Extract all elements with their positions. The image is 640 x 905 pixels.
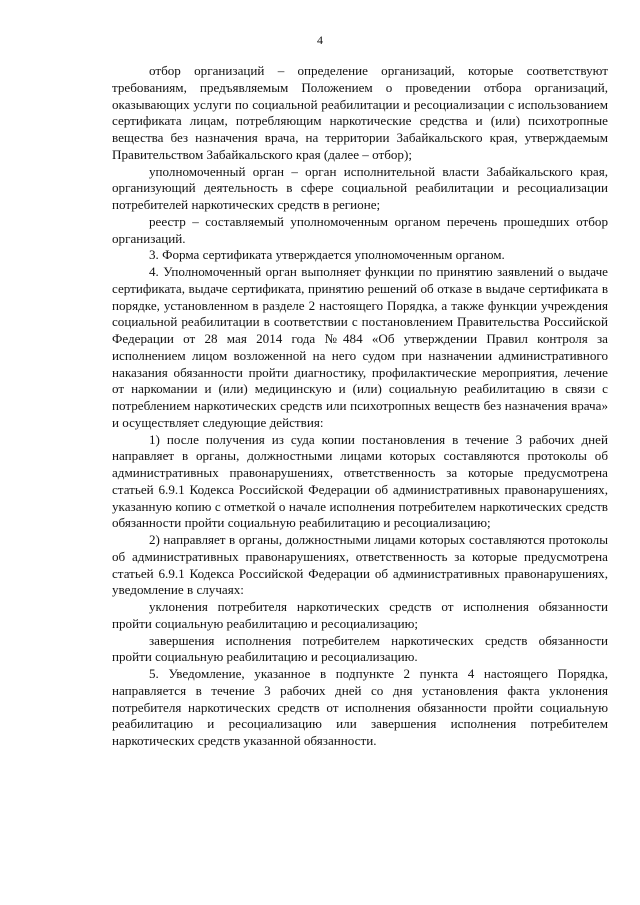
paragraph-item-3: 3. Форма сертификата утверждается уполномоченным органом.: [149, 247, 505, 263]
page-number: 4: [317, 33, 323, 47]
paragraph-definition-registry: реестр – составляемый уполномоченным органом перечень прошедших отбор организаций.: [112, 213, 608, 246]
document-body: [112, 63, 608, 750]
paragraph-item-5: 5. Уведомление, указанное в подпункте 2 пункта 4 настоящего Порядка, направляется в течение 3 рабочих дней со дня установления факта уклонения потребителя наркотических средств от исполнения обязанности пройти социальную реабилитацию и ресоциализацию или завершения исполнения потребителем наркотических средств указанной обязанности.: [112, 666, 608, 748]
paragraph-case-completion: завершения исполнения потребителем наркотических средств обязанности пройти социальную реабилитацию и ресоциализацию.: [112, 632, 608, 665]
paragraph-item-4: 4. Уполномоченный орган выполняет функции по принятию заявлений о выдаче сертификата, выдаче сертификата, принятию решений об отказе в выдаче сертификата в порядке, установленном в разделе 2 настоящего Порядка, а также функции учреждения социальной реабилитации в соответствии с постановлением Правительства Российской Федерации от 28 мая 2014 года №484 «Об утверждении Правил контроля за исполнением лицом возложенной на него судом при назначении административного наказания обязанности пройти диагностику, профилактические мероприятия, лечение от наркомании и (или) медицинскую и (или) социальную реабилитацию в связи с потреблением наркотических средств или психотропных веществ без назначения врача» и осуществляет следующие действия:: [112, 264, 608, 430]
paragraph-definition-authorized-body: уполномоченный орган – орган исполнительной власти Забайкальского края, организующий деятельность в сфере социальной реабилитации и ресоциализации потребителей наркотических средств в регионе;: [112, 163, 608, 212]
paragraph-subitem-2: 2) направляет в органы, должностными лицами которых составляются протоколы об административных правонарушениях, ответственность за которые предусмотрена статьей 6.9.1 Кодекса Российской Федерации об административных правонарушениях, уведомление в случаях:: [112, 532, 608, 598]
paragraph-case-evasion: уклонения потребителя наркотических средств от исполнения обязанности пройти социальную реабилитацию и ресоциализацию;: [112, 599, 608, 631]
paragraph-definition-selection: отбор организаций – определение организаций, которые соответствуют требованиям, предъявляемым Положением о проведении отбора организаций, оказывающих услуги по социальной реабилитации и ресоциализации с использованием сертификата лицам, потребляющим наркотические средства и (или) психотропные вещества без назначения врача, на территории Забайкальского края, утверждаемым Правительством Забайкальского края (далее – отбор);: [112, 63, 608, 162]
paragraph-subitem-1: 1) после получения из суда копии постановления в течение 3 рабочих дней направляет в органы, должностными лицами которых составляются протоколы об административных правонарушениях, ответственность за которые предусмотрена статьей 6.9.1 Кодекса Российской Федерации об административных правонарушениях, указанную копию с отметкой о начале исполнения потребителем наркотических средств обязанности пройти социальную реабилитацию и ресоциализацию;: [112, 431, 608, 531]
